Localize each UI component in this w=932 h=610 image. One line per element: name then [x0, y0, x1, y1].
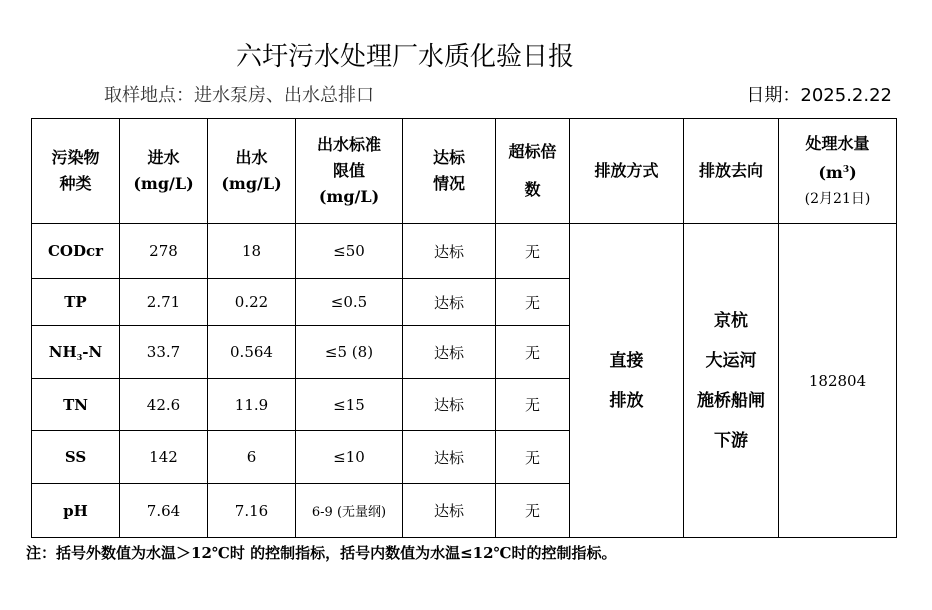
report-date: 日期：2025.2.22 [746, 85, 892, 106]
limit-cell: ≤15 [296, 379, 403, 431]
limit-cell: ≤5 (8) [296, 326, 403, 379]
sampling-location: 取样地点：进水泵房、出水总排口 [104, 85, 374, 106]
header-discharge-method: 排放方式 [570, 119, 684, 224]
exceed-cell: 无 [496, 484, 570, 538]
discharge-method-cell: 直接 排放 [570, 224, 684, 538]
header-status: 达标 情况 [403, 119, 496, 224]
header-volume: 处理水量 $(m^3)$ (2月21日) [779, 119, 897, 224]
inflow-cell: 42.6 [120, 379, 208, 431]
outflow-cell: 6 [208, 431, 296, 484]
limit-cell: ≤0.5 [296, 279, 403, 326]
inflow-cell: 7.64 [120, 484, 208, 538]
volume-cell: 182804 [779, 224, 897, 538]
outflow-cell: 0.22 [208, 279, 296, 326]
pollutant-cell: TN [32, 379, 120, 431]
status-cell: 达标 [403, 326, 496, 379]
header-limit: 出水标准 限值 (mg/L) [296, 119, 403, 224]
discharge-dest-cell: 京杭 大运河 施桥船闸 下游 [684, 224, 779, 538]
pollutant-cell: SS [32, 431, 120, 484]
limit-cell: 6-9 (无量纲) [296, 484, 403, 538]
header-exceed: 超标倍 数 [496, 119, 570, 224]
header-pollutant: 污染物 种类 [32, 119, 120, 224]
header-inflow: 进水 (mg/L) [120, 119, 208, 224]
inflow-cell: 278 [120, 224, 208, 279]
status-cell: 达标 [403, 431, 496, 484]
exceed-cell: 无 [496, 224, 570, 279]
report-title: 六圩污水处理厂水质化验日报 [235, 42, 574, 72]
limit-cell: ≤10 [296, 431, 403, 484]
limit-cell: ≤50 [296, 224, 403, 279]
status-cell: 达标 [403, 279, 496, 326]
status-cell: 达标 [403, 224, 496, 279]
exceed-cell: 无 [496, 431, 570, 484]
pollutant-cell: pH [32, 484, 120, 538]
exceed-cell: 无 [496, 279, 570, 326]
outflow-cell: 18 [208, 224, 296, 279]
outflow-cell: 0.564 [208, 326, 296, 379]
water-quality-table [31, 118, 897, 538]
pollutant-cell: TP [32, 279, 120, 326]
inflow-cell: 142 [120, 431, 208, 484]
header-discharge-dest: 排放去向 [684, 119, 779, 224]
footnote: 注：括号外数值为水温＞12℃时 的控制指标，括号内数值为水温≤12℃时的控制指标。 [26, 544, 617, 562]
header-row [32, 119, 897, 224]
outflow-cell: 11.9 [208, 379, 296, 431]
table-row [32, 224, 897, 279]
status-cell: 达标 [403, 484, 496, 538]
exceed-cell: 无 [496, 326, 570, 379]
header-outflow: 出水 (mg/L) [208, 119, 296, 224]
status-cell: 达标 [403, 379, 496, 431]
exceed-cell: 无 [496, 379, 570, 431]
inflow-cell: 33.7 [120, 326, 208, 379]
inflow-cell: 2.71 [120, 279, 208, 326]
pollutant-cell: $NH_3-N$ [32, 326, 120, 379]
outflow-cell: 7.16 [208, 484, 296, 538]
pollutant-cell: CODcr [32, 224, 120, 279]
